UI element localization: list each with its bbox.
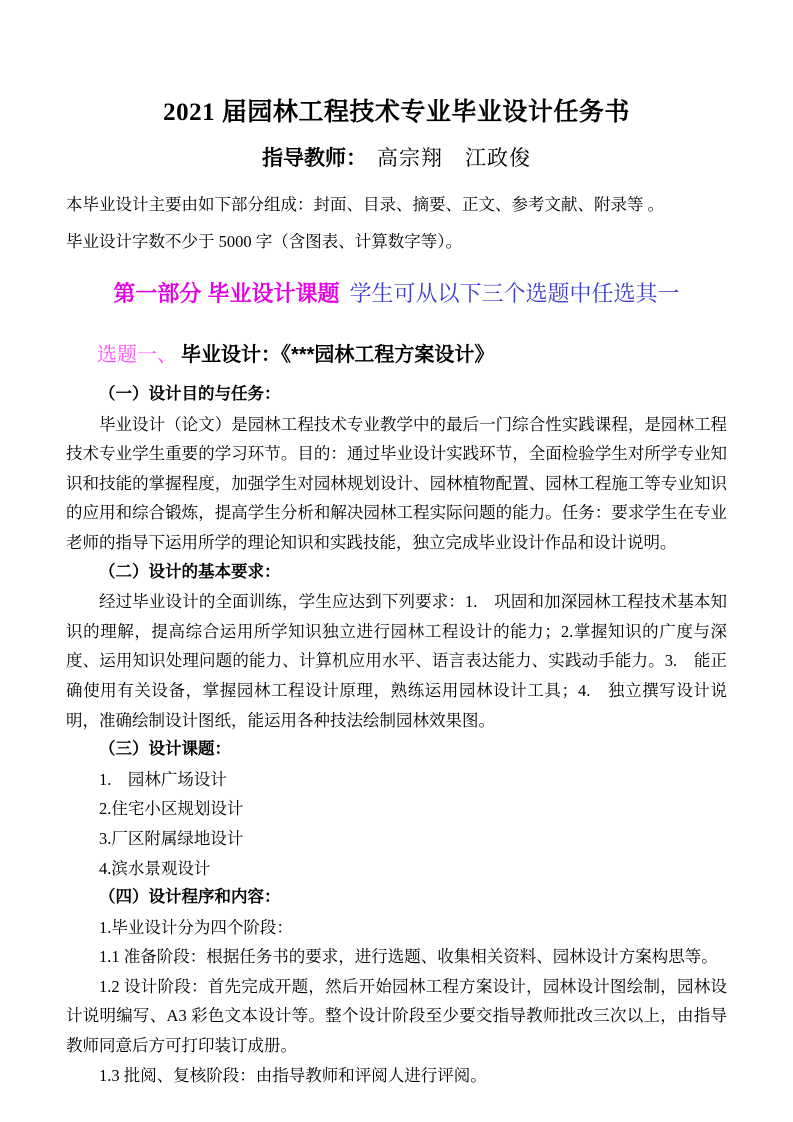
list-item: 1.1 准备阶段：根据任务书的要求，进行选题、收集相关资料、园林设计方案构思等。 — [99, 947, 718, 967]
list-item: 1. 园林广场设计 — [99, 769, 227, 789]
intro-block — [66, 190, 727, 257]
paragraph: 1.2 设计阶段：首先完成开题，然后开始园林工程方案设计，园林设计图绘制，园林设计说明编写、A3 彩色文本设计等。整个设计阶段至少要交指导教师批改三次以上，由指导教师同意后方可打印装订成册。 — [66, 976, 727, 1056]
document-title: 2021 届园林工程技术专业毕业设计任务书 — [163, 99, 630, 126]
part-heading — [66, 277, 727, 310]
list-item: 1.3 批阅、复核阶段：由指导教师和评阅人进行评阅。 — [99, 1065, 487, 1085]
list-item: 2.住宅小区规划设计 — [99, 799, 244, 819]
topic-heading — [66, 339, 727, 371]
advisor-names: 高宗翔 江政俊 — [377, 146, 531, 170]
part-heading-title: 第一部分 毕业设计课题 — [113, 281, 340, 306]
list-item: 4.滨水景观设计 — [99, 858, 211, 878]
topic-title: 毕业设计：《***园林工程方案设计》 — [181, 344, 495, 366]
topic-label: 选题一、 — [97, 344, 177, 366]
list-item: 1.毕业设计分为四个阶段： — [99, 917, 293, 937]
section-heading: （二）设计的基本要求： — [99, 562, 281, 581]
document-body — [66, 380, 727, 1090]
part-heading-note: 学生可从以下三个选题中任选其一 — [349, 281, 680, 306]
paragraph: 经过毕业设计的全面训练，学生应达到下列要求：1. 巩固和加深园林工程技术基本知识的理解，提高综合运用所学知识独立进行园林工程设计的能力；2.掌握知识的广度与深度、运用知识处理问题的能力、计算机应用水平、语言表达能力、实践动手能力。3. 能正确使用有关设备，掌握园林工程设计原理，熟练运用园林设计工具；4. 独立撰写设计说明，准确绘制设计图纸，能运用各种技法绘制园林效果图。 — [66, 592, 727, 730]
intro-paragraph: 毕业设计字数不少于 5000 字（含图表、计算数字等）。 — [66, 232, 462, 251]
advisor-label: 指导教师： — [262, 147, 367, 170]
paragraph: 毕业设计（论文）是园林工程技术专业教学中的最后一门综合性实践课程，是园林工程技术专业学生重要的学习环节。目的：通过毕业设计实践环节，全面检验学生对所学专业知识和技能的掌握程度，加强学生对园林规划设计、园林植物配置、园林工程施工等专业知识的应用和综合锻炼，提高学生分析和解决园林工程实际问题的能力。任务：要求学生在专业老师的指导下运用所学的理论知识和实践技能，独立完成毕业设计作品和设计说明。 — [66, 414, 727, 552]
advisor-line — [66, 142, 727, 175]
list-item: 3.厂区附属绿地设计 — [99, 828, 244, 848]
section-heading: （三）设计课题： — [99, 740, 231, 759]
section-heading: （四）设计程序和内容： — [99, 888, 281, 907]
section-heading: （一）设计目的与任务： — [99, 385, 281, 403]
intro-paragraph: 本毕业设计主要由如下部分组成：封面、目录、摘要、正文、参考文献、附录等 。 — [66, 195, 665, 214]
